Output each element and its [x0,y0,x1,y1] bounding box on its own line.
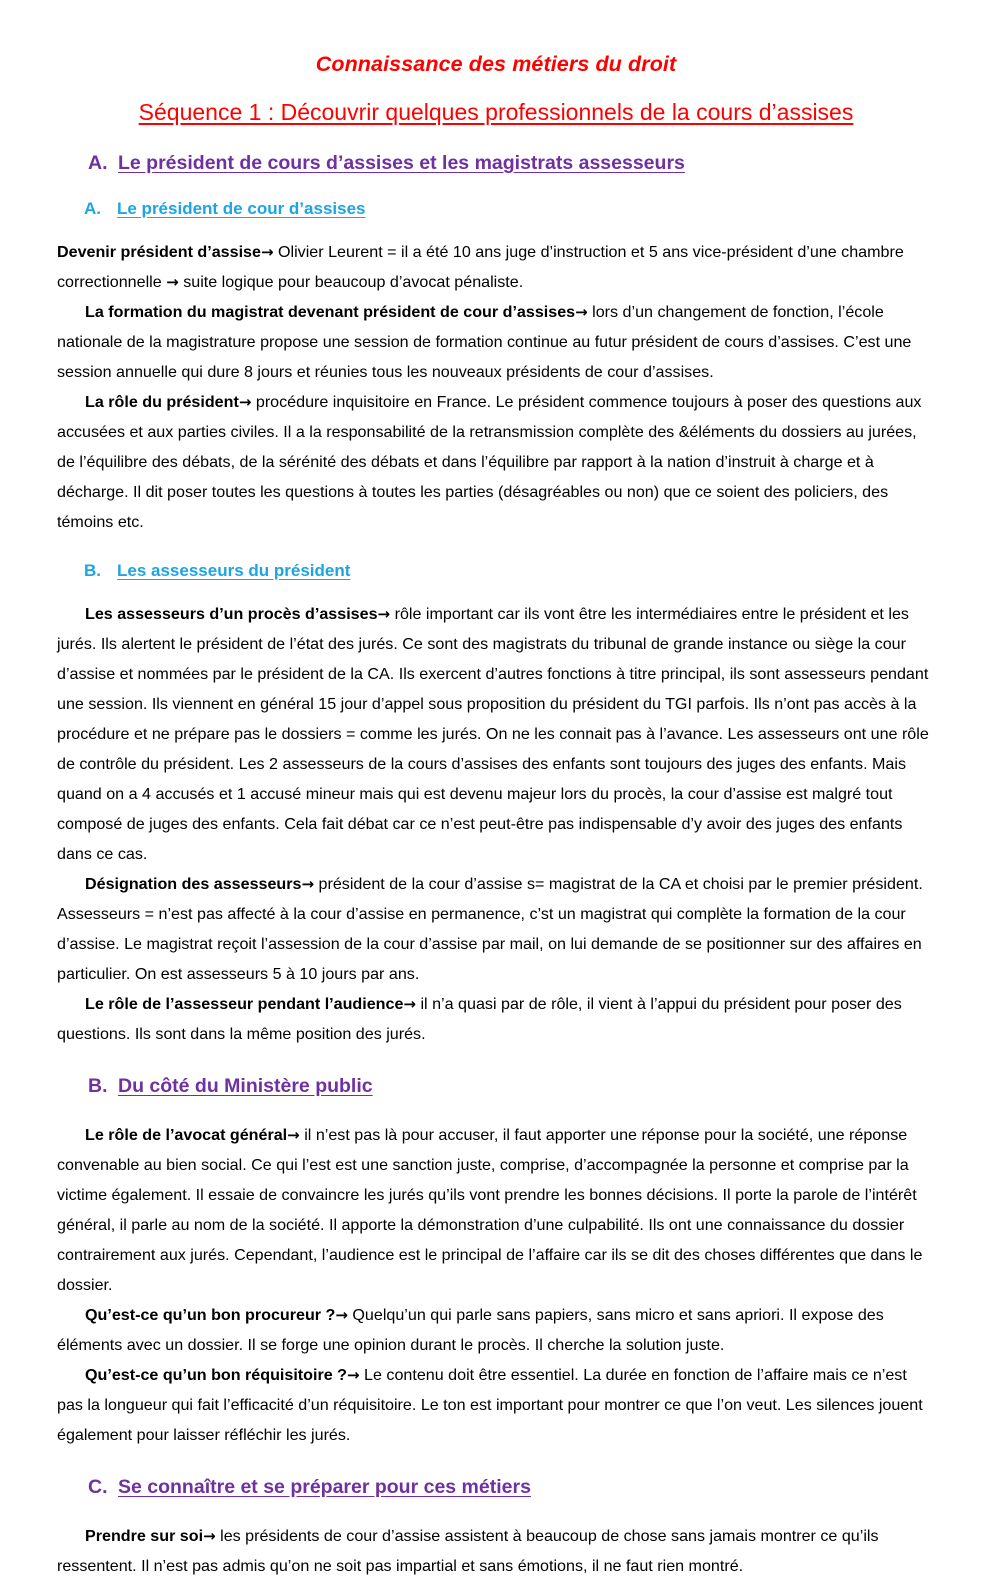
heading-subsection-a-b-marker: B. [84,561,101,580]
paragraph-text: rôle important car ils vont être les intermédiaires entre le président et les jurés. Ils alertent le président de l’état des jurés. Ce sont des magistrats du tribunal de grande instance ou siège la cour d’assise et nommées par le président de la CA. Ils exercent d’autres fonctions à titre principal, ils sont assesseurs pendant une session. Ils viennent en général 15 jour d’appel sous proposition du président du TGI parfois. Ils n’ont pas accès à la procédure et ne prépare pas le dossiers = comme les jurés. On ne les connait pas à l’avance. Les assesseurs ont une rôle de contrôle du président. Les 2 assesseurs de la cours d’assises des enfants sont toujours des juges des enfants. Mais quand on a 4 accusés et 1 accusé mineur mais qui est devenu majeur lors du procès, la cour d’assise est malgré tout composé de juges des enfants. Cela fait débat car ce n’est peut-être pas indispensable d’y avoir des juges des enfants dans ce cas. [57,605,929,863]
paragraph-text: président de la cour d’assise s= magistrat de la CA et choisi par le premier président. Assesseurs = n’est pas affecté à la cour d’assise en permanence, c’st un magistrat qui complète la formation de la cour d’assise. Le magistrat reçoit l’assession de la cour d’assise par mail, on lui demande de se positionner sur des affaires en particulier. On est assesseurs 5 à 10 jours par ans. [57,875,923,983]
paragraph-text: procédure inquisitoire en France. Le président commence toujours à poser des questions aux accusées et aux parties civiles. Il a la responsabilité de la retransmission complète des &éléments du dossiers au jurées, de l’équilibre des débats, de la sérénité des débats et dans l’équilibre par rapport à la nation d’instruit à charge et à décharge. Il dit poser toutes les questions à toutes les parties (désagréables ou non) que ce soient des policiers, des témoins etc. [57,393,922,531]
arrow-icon: → [347,1366,360,1384]
paragraph-designation-assesseurs [57,869,930,989]
heading-section-c [0,1450,992,1499]
paragraph-text: Le contenu doit être essentiel. La durée en fonction de l’affaire mais ce n’est pas la longueur qui fait l’efficacité d’un réquisitoire. Le ton est important pour montrer ce que l’on veut. Les silences jouent également pour laisser réfléchir les jurés. [57,1366,923,1444]
paragraph-formation-magistrat [57,297,930,387]
arrow-icon: → [377,605,391,623]
paragraph-lead: Désignation des assesseurs [85,875,302,893]
arrow-icon: → [403,995,416,1013]
paragraph-text: Quelqu’un qui parle sans papiers, sans micro et sans apriori. Il expose des éléments avec un dossier. Il se forge une opinion durant le procès. Il cherche la solution juste. [57,1306,884,1354]
heading-subsection-a-b-text: Les assesseurs du président [117,561,351,580]
paragraph-lead: Qu’est-ce qu’un bon réquisitoire ? [85,1366,347,1384]
paragraph-text: les présidents de cour d’assise assistent à beaucoup de chose sans jamais montrer ce qu’ils ressentent. Il n’est pas admis qu’on ne soit pas impartial et sans émotions, il ne faut rien montré. [57,1527,879,1575]
arrow-icon: → [238,393,252,411]
paragraph-role-president [57,387,930,537]
paragraph-lead: Le rôle de l’assesseur pendant l’audience [85,995,404,1013]
paragraph-lead: Devenir président d’assise [57,243,261,261]
arrow-icon: → [335,1306,348,1324]
heading-section-a-marker: A. [88,152,108,174]
arrow-icon: → [287,1126,300,1144]
heading-subsection-a-a-marker: A. [84,199,101,218]
paragraph-assesseurs-proces [57,599,930,869]
spacer [0,1499,992,1521]
heading-section-a-text: Le président de cours d’assises et les magistrats assesseurs [118,152,685,174]
heading-subsection-a-a-text: Le président de cour d’assises [117,199,366,218]
paragraph-prendre-sur-soi [57,1521,930,1581]
paragraph-lead: La rôle du président [85,393,239,411]
paragraph-text-2: suite logique pour beaucoup d’avocat pénaliste. [178,273,524,291]
arrow-icon: → [301,875,315,893]
heading-section-b [0,1049,992,1098]
sequence-heading [0,77,992,126]
body-subsection-a-b [0,599,992,1049]
paragraph-text: Olivier Leurent = il a été 10 ans juge d’instruction et 5 ans vice-président d’une chambre correctionnelle [57,243,904,291]
heading-section-a [0,126,992,175]
paragraph-text: il n’a quasi par de rôle, il vient à l’appui du président pour poser des questions. Ils sont dans la même position des jurés. [57,995,902,1043]
heading-section-c-marker: C. [88,1476,108,1498]
paragraph-bon-procureur [57,1300,930,1360]
document-title: Connaissance des métiers du droit [315,52,677,76]
spacer [0,581,992,599]
body-section-b [0,1120,992,1450]
paragraph-lead: Prendre sur soi [85,1527,204,1545]
paragraph-text: lors d’un changement de fonction, l’école nationale de la magistrature propose une session de formation continue au futur président de cours d’assises. C’est une session annuelle qui dure 8 jours et réunies tous les nouveaux présidents de cour d’assises. [57,303,912,381]
arrow-icon: → [166,273,179,291]
paragraph-lead: Qu’est-ce qu’un bon procureur ? [85,1306,336,1324]
paragraph-devenir-president [57,237,930,297]
paragraph-lead: Le rôle de l’avocat général [85,1126,288,1144]
paragraph-bon-requisitoire [57,1360,930,1450]
paragraph-role-avocat-general [57,1120,930,1300]
body-section-c [0,1521,992,1581]
heading-section-b-text: Du côté du Ministère public [118,1075,373,1097]
paragraph-lead: La formation du magistrat devenant président de cour d’assises [85,303,576,321]
paragraph-lead: Les assesseurs d’un procès d’assises [85,605,378,623]
heading-subsection-a-b [0,537,992,581]
paragraph-text: il n’est pas là pour accuser, il faut apporter une réponse pour la société, une réponse convenable au bien social. Ce qui l’est est une sanction juste, comprise, d’accompagnée la personne et comprise par la victime également. Il essaie de convaincre les jurés qu’ils vont prendre les bonnes décisions. Il porte la parole de l’intérêt général, il parle au nom de la société. Il apporte la démonstration d’une culpabilité. Ils ont une connaissance du dossier contrairement aux jurés. Cependant, l’audience est le principal de l’affaire car ils se dit des choses différentes que dans le dossier. [57,1126,923,1294]
body-subsection-a-a [0,237,992,537]
heading-subsection-a-a [0,175,992,219]
spacer [0,219,992,237]
arrow-icon: → [203,1527,216,1545]
spacer [0,1098,992,1120]
heading-section-c-text: Se connaître et se préparer pour ces métiers [118,1476,531,1498]
sequence-heading-text: Séquence 1 : Découvrir quelques professionnels de la cours d’assises [138,99,854,125]
arrow-icon: → [260,243,274,261]
paragraph-role-assesseur-audience [57,989,930,1049]
heading-section-b-marker: B. [88,1075,108,1097]
arrow-icon: → [575,303,588,321]
